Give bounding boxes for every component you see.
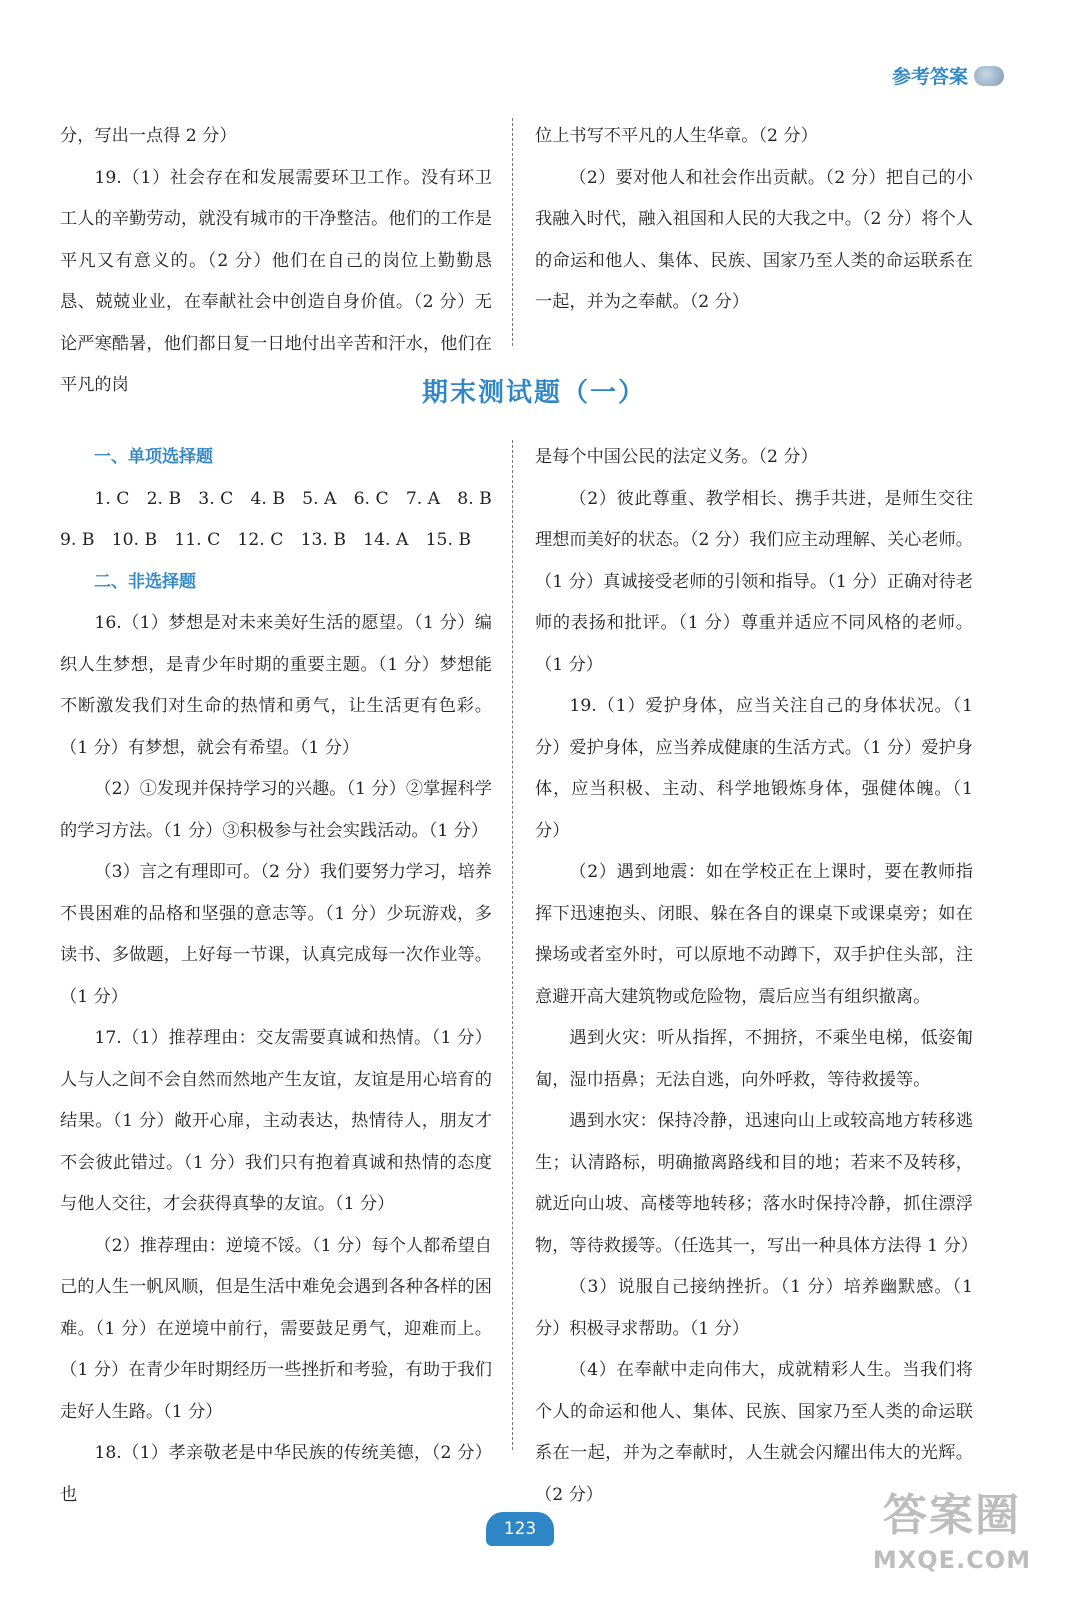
paragraph: 16.（1）梦想是对未来美好生活的愿望。（1 分）编织人生梦想，是青少年时期的重要主题。（1 分）梦想能不断激发我们对生命的热情和勇气，让生活更有色彩。（1 分）有梦想，就会有希望。（1 分） [60, 613, 492, 758]
bottom-right-column [535, 437, 978, 1516]
paragraph: 遇到火灾：听从指挥，不拥挤，不乘坐电梯，低姿匍匐，湿巾捂鼻；无法自逃，向外呼救，等待救援等。 [535, 1028, 973, 1090]
top-left-column [60, 116, 492, 407]
column-divider [512, 440, 513, 1450]
paragraph: 是每个中国公民的法定义务。（2 分） [535, 447, 818, 467]
header-label: 参考答案 [891, 66, 968, 88]
top-right-column [535, 116, 973, 324]
watermark-text: 答案圈 [883, 1490, 1021, 1541]
paragraph: 19.（1）爱护身体，应当关注自己的身体状况。（1 分）爱护身体，应当养成健康的生活方式。（1 分）爱护身体，应当积极、主动、科学地锻炼身体，强健体魄。（1 分） [535, 696, 973, 841]
watermark-logo [872, 1488, 1032, 1592]
paragraph: 19.（1）社会存在和发展需要环卫工作。没有环卫工人的辛勤劳动，就没有城市的干净整洁。他们的工作是平凡又有意义的。（2 分）他们在自己的岗位上勤勤恳恳、兢兢业业，在奉献社会中创造自身价值。（2 分）无论严寒酷暑，他们都日复一日地付出辛苦和汗水，他们在平凡的岗 [60, 167, 492, 395]
answer-key-line: 9. B 10. B 11. C 12. C 13. B 14. A 15. B [60, 530, 472, 550]
paragraph: （3）言之有理即可。（2 分）我们要努力学习，培养不畏困难的品格和坚强的意志等。（1 分）少玩游戏，多读书、多做题，上好每一节课，认真完成每一次作业等。（1 分） [60, 862, 492, 1007]
page-number: 123 [486, 1512, 554, 1546]
paragraph: （4）在奉献中走向伟大，成就精彩人生。当我们将个人的命运和他人、集体、民族、国家乃至人类的命运联系在一起，并为之奉献时，人生就会闪耀出伟大的光辉。（2 分） [535, 1360, 973, 1505]
heading-multiple-choice: 一、单项选择题 [94, 447, 213, 467]
watermark-url: MXQE.COM [872, 1546, 1032, 1574]
paragraph: （3）说服自己接纳挫折。（1 分）培养幽默感。（1 分）积极寻求帮助。（1 分） [535, 1277, 973, 1339]
section-title: 期末测试题（一） [421, 378, 646, 408]
paragraph: 18.（1）孝亲敬老是中华民族的传统美德，（2 分）也 [60, 1443, 492, 1505]
section-header-tag [892, 62, 1004, 89]
column-divider [512, 118, 513, 346]
answer-key-line: 1. C 2. B 3. C 4. B 5. A 6. C 7. A 8. B [94, 488, 492, 509]
paragraph: 分，写出一点得 2 分） [60, 126, 237, 146]
header-pill-icon [974, 66, 1004, 86]
paragraph: （2）彼此尊重、教学相长、携手共进，是师生交往理想而美好的状态。（2 分）我们应主动理解、关心老师。（1 分）真诚接受老师的引领和指导。（1 分）正确对待老师的表扬和批评。（1 分）尊重并适应不同风格的老师。（1 分） [535, 488, 973, 675]
bottom-left-column [60, 437, 492, 1516]
paragraph: （2）①发现并保持学习的兴趣。（1 分）②掌握科学的学习方法。（1 分）③积极参与社会实践活动。（1 分） [60, 779, 492, 841]
paragraph: （2）推荐理由：逆境不馁。（1 分）每个人都希望自己的人生一帆风顺，但是生活中难免会遇到各种各样的困难。（1 分）在逆境中前行，需要鼓足勇气，迎难而上。（1 分）在青少年时期经历一些挫折和考验，有助于我们走好人生路。（1 分） [60, 1235, 492, 1422]
heading-non-choice: 二、非选择题 [94, 571, 196, 592]
paragraph: （2）要对他人和社会作出贡献。（2 分）把自己的小我融入时代，融入祖国和人民的大我之中。（2 分）将个人的命运和他人、集体、民族、国家乃至人类的命运联系在一起，并为之奉献。（2 分） [535, 167, 973, 312]
paragraph: （2）遇到地震：如在学校正在上课时，要在教师指挥下迅速抱头、闭眼、躲在各自的课桌下或课桌旁；如在操场或者室外时，可以原地不动蹲下，双手护住头部，注意避开高大建筑物或危险物，震后应当有组织撤离。 [535, 862, 973, 1007]
paragraph: 位上书写不平凡的人生华章。（2 分） [535, 126, 818, 146]
paragraph: 17.（1）推荐理由：交友需要真诚和热情。（1 分）人与人之间不会自然而然地产生友谊，友谊是用心培育的结果。（1 分）敞开心扉，主动表达，热情待人，朋友才不会彼此错过。（1 分）我们只有抱着真诚和热情的态度与他人交往，才会获得真挚的友谊。（1 分） [60, 1028, 492, 1214]
paragraph: 遇到水灾：保持冷静，迅速向山上或较高地方转移逃生；认清路标，明确撤离路线和目的地；若来不及转移，就近向山坡、高楼等地转移；落水时保持冷静，抓住漂浮物，等待救援等。（任选其一，写出一种具体方法得 1 分） [535, 1111, 978, 1256]
